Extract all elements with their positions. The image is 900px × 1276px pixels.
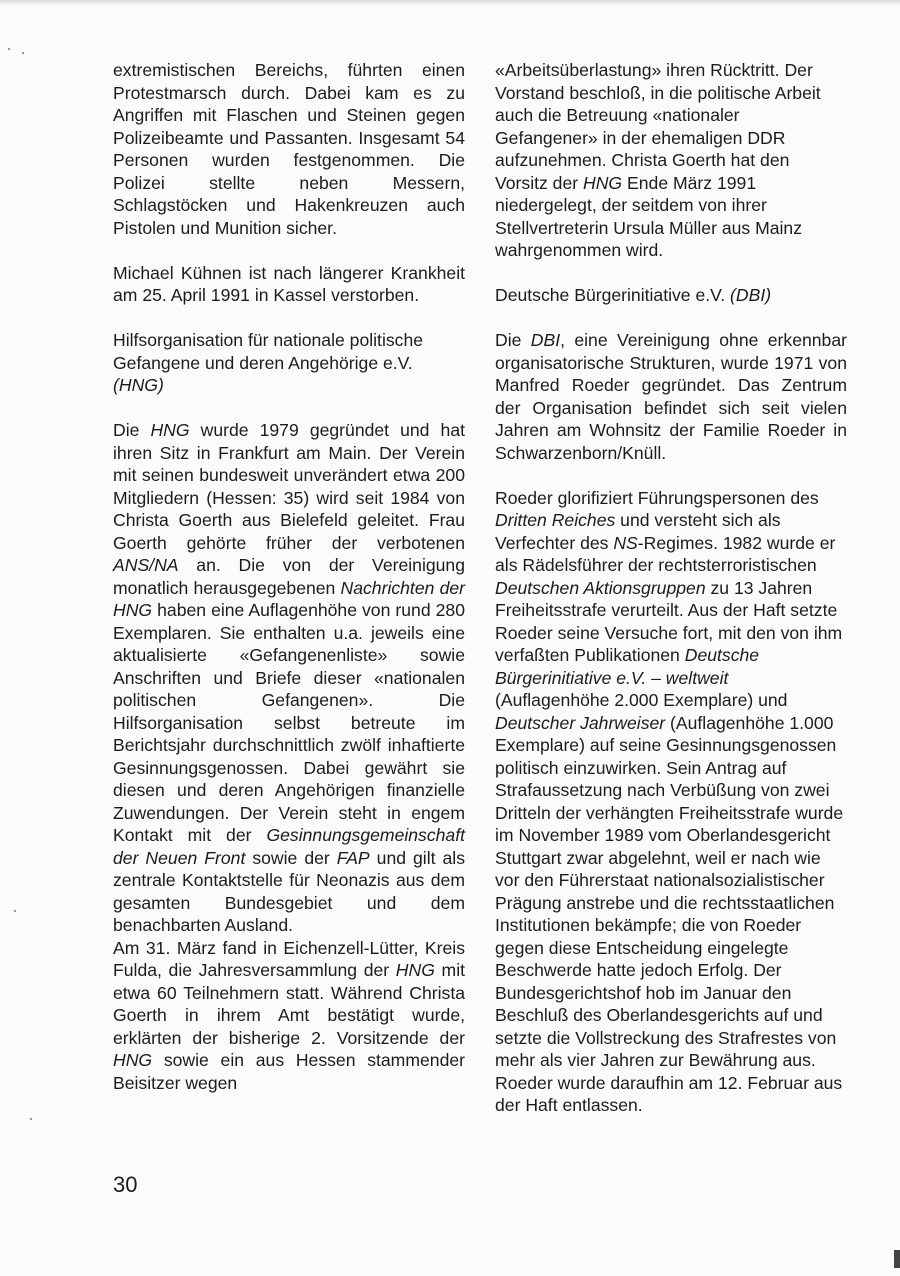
paragraph-hng-board: «Arbeitsüberlastung» ihren Rücktritt. Der Vorstand beschloß, in die politische Arbeit auch die Betreuung «nationaler Gefangener» in der ehemaligen DDR aufzunehmen. Christa Goerth hat den Vorsitz der HNG Ende März 1991 niedergelegt, der seitdem von ihrer Stellvertreterin Ursula Müller aus Mainz wahrgenommen wird. — [495, 60, 821, 260]
scan-speck — [30, 1118, 32, 1120]
paragraph-hng-meeting: Am 31. März fand in Eichenzell-Lütter, Kreis Fulda, die Jahresversammlung der HNG mit etwa 60 Teilnehmern statt. Während Christa Goerth in ihrem Amt bestätigt wurde, erklärten der bisherige 2. Vorsitzende der HNG sowie ein aus Hessen stammender Beisitzer wegen — [113, 937, 466, 1093]
left-column — [113, 59, 465, 1094]
section-heading-hng: Hilfsorganisation für nationale politische Gefangene und deren Angehörige e.V. (HNG) — [113, 330, 424, 395]
section-heading-dbi: Deutsche Bürgerinitiative e.V. (DBI) — [495, 285, 772, 305]
right-column — [495, 59, 847, 1117]
page-number: 30 — [113, 1172, 138, 1197]
scan-speck — [14, 910, 16, 912]
scan-speck — [8, 48, 10, 50]
scan-edge-mark — [894, 1250, 900, 1268]
paragraph-protest: extremistischen Bereichs, führten einen Protestmarsch durch. Dabei kam es zu Angriffen mit Flaschen und Steinen gegen Polizeibeamte und Passanten. Insgesamt 54 Personen wurden festgenommen. Die Polizei stellte neben Messern, Schlagstöcken und Hakenkreuzen auch Pistolen und Munition sicher. — [113, 60, 465, 238]
paragraph-dbi-intro: Die DBI, eine Vereinigung ohne erkennbar organisatorische Strukturen, wurde 1971 von Manfred Roeder gegründet. Das Zentrum der Organisation befindet sich seit vielen Jahren am Wohnsitz der Familie Roeder in Schwarzenborn/Knüll. — [495, 330, 847, 463]
paragraph-roeder: Roeder glorifiziert Führungspersonen des Dritten Reiches und versteht sich als Verfechter des NS-Regimes. 1982 wurde er als Rädelsführer der rechtsterroristischen Deutschen Aktionsgruppen zu 13 Jahren Freiheitsstrafe verurteilt. Aus der Haft setzte Roeder seine Versuche fort, mit den von ihm verfaßten Publikationen Deutsche Bürgerinitiative e.V. – weltweit (Auflagenhöhe 2.000 Exemplare) und Deutscher Jahrweiser (Auflagenhöhe 1.000 Exemplare) auf seine Gesinnungsgenossen politisch einzuwirken. Sein Antrag auf Strafaussetzung nach Verbüßung von zwei Dritteln der verhängten Freiheitsstrafe wurde im November 1989 vom Oberlandesgericht Stuttgart zwar abgelehnt, weil er nach wie vor den Führerstaat nationalsozialistischer Prägung anstrebe und die rechtsstaatlichen Institutionen bekämpfe; die von Roeder gegen diese Entscheidung eingelegte Beschwerde hatte jedoch Erfolg. Der Bundesgerichtshof hob im Januar den Beschluß des Oberlandesgerichts auf und setzte die Vollstreckung des Strafrestes von mehr als vier Jahren zur Bewährung aus. Roeder wurde daraufhin am 12. Februar aus der Haft entlassen. — [495, 487, 844, 1115]
scan-top-edge — [0, 0, 900, 5]
paragraph-kuehnen: Michael Kühnen ist nach längerer Krankheit am 25. April 1991 in Kassel verstorben. — [113, 262, 465, 305]
paragraph-hng-intro: Die HNG wurde 1979 gegründet und hat ihren Sitz in Frankfurt am Main. Der Verein mit seinen bundesweit unverändert etwa 200 Mitgliedern (Hessen: 35) wird seit 1984 von Christa Goerth aus Bielefeld geleitet. Frau Goerth gehörte früher der verbotenen ANS/NA an. Die von der Vereinigung monatlich herausgegebenen Nachrichten der HNG haben eine Auflagenhöhe von rund 280 Exemplaren. Sie enthalten u.a. jeweils eine aktualisierte «Gefangenenliste» sowie Anschriften und Briefe dieser «nationalen politischen Gefangenen». Die Hilfsorganisation selbst betreute im Berichtsjahr durchschnittlich zwölf inhaftierte Gesinnungsgenossen. Dabei gewährt sie diesen und deren Angehörigen finanzielle Zuwendungen. Der Verein steht in engem Kontakt mit der Gesinnungsgemeinschaft der Neuen Front sowie der FAP und gilt als zentrale Kontaktstelle für Neonazis aus dem gesamten Bundesgebiet und dem benachbarten Ausland. — [113, 420, 465, 935]
scan-speck — [22, 52, 24, 54]
